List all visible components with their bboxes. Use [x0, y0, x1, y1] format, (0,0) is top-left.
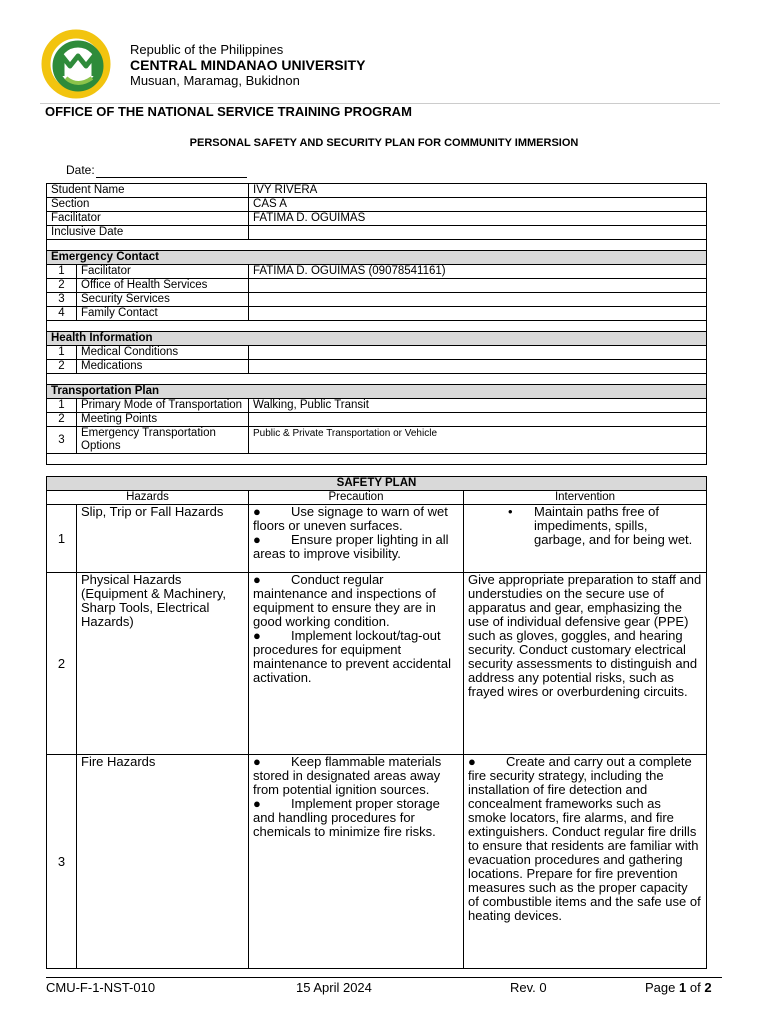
table-row	[47, 293, 707, 307]
table-row	[47, 212, 707, 226]
spacer-row	[47, 240, 707, 251]
field-label: Emergency Transportation Options	[77, 427, 249, 454]
table-row	[47, 505, 707, 573]
table-row	[47, 360, 707, 374]
section-header	[47, 332, 707, 346]
field-label: Security Services	[77, 293, 249, 307]
form-code: CMU-F-1-NST-010	[46, 980, 156, 995]
col-hazards: Hazards	[47, 491, 249, 505]
table-row	[47, 427, 707, 454]
page-of: of	[689, 980, 701, 995]
revision: Rev. 0	[510, 980, 547, 995]
field-label: Family Contact	[77, 307, 249, 321]
col-precaution: Precaution	[249, 491, 464, 505]
section-header	[47, 385, 707, 399]
bullet-icon: ●	[253, 796, 261, 811]
list-item	[253, 505, 459, 533]
field-value[interactable]	[249, 413, 707, 427]
republic-line: Republic of the Philippines	[130, 42, 284, 57]
column-headers	[47, 491, 707, 505]
row-number: 3	[47, 427, 77, 454]
field-label: Student Name	[47, 184, 249, 198]
field-label: Medications	[77, 360, 249, 374]
bullet-icon: ●	[253, 628, 261, 643]
precaution-text: Keep flammable materials stored in designated areas away from potential ignition sources.	[253, 754, 442, 797]
university-name: CENTRAL MINDANAO UNIVERSITY	[130, 57, 366, 73]
spacer-row	[47, 321, 707, 332]
emergency-contact-title: Emergency Contact	[47, 251, 707, 265]
bullet-icon: ●	[468, 754, 476, 769]
table-row	[47, 346, 707, 360]
row-number: 1	[47, 346, 77, 360]
university-address: Musuan, Maramag, Bukidnon	[130, 73, 300, 88]
document-title: PERSONAL SAFETY AND SECURITY PLAN FOR COMMUNITY IMMERSION	[189, 137, 579, 149]
field-label: Facilitator	[77, 265, 249, 279]
safety-plan-table	[46, 476, 707, 969]
field-label: Section	[47, 198, 249, 212]
list-item	[253, 629, 459, 685]
list-item	[253, 797, 459, 839]
row-number: 3	[47, 755, 77, 969]
field-value[interactable]	[249, 360, 707, 374]
row-number: 2	[47, 413, 77, 427]
precaution-text: Use signage to warn of wet floors or uneven surfaces.	[253, 504, 448, 533]
intervention-text: Maintain paths free of impediments, spills, garbage, and for being wet.	[534, 504, 693, 547]
row-number: 1	[47, 505, 77, 573]
table-row	[47, 184, 707, 198]
section-value[interactable]: CAS A	[249, 198, 707, 212]
field-value[interactable]: Walking, Public Transit	[249, 399, 707, 413]
table-row	[47, 226, 707, 240]
list-item	[253, 533, 459, 561]
footer-date: 15 April 2024	[296, 980, 372, 995]
row-number: 3	[47, 293, 77, 307]
list-item	[253, 573, 459, 629]
page-prefix: Page	[645, 980, 676, 995]
row-number: 2	[47, 573, 77, 755]
field-label: Medical Conditions	[77, 346, 249, 360]
intervention-cell	[464, 505, 707, 573]
bullet-icon: •	[508, 504, 513, 519]
table-row	[47, 755, 707, 969]
hazard-cell: Physical Hazards (Equipment & Machinery, Sharp Tools, Electrical Hazards)	[77, 573, 249, 755]
precaution-cell	[249, 505, 464, 573]
bullet-icon: ●	[253, 572, 261, 587]
section-header	[47, 251, 707, 265]
intervention-cell	[464, 755, 707, 969]
bullet-icon: ●	[253, 504, 261, 519]
list-item	[508, 504, 694, 547]
precaution-cell	[249, 755, 464, 969]
section-header	[47, 477, 707, 491]
col-intervention: Intervention	[464, 491, 707, 505]
page-total: 2	[704, 980, 712, 995]
safety-plan-title: SAFETY PLAN	[47, 477, 707, 491]
precaution-text: Implement proper storage and handling procedures for chemicals to minimize fire risks.	[253, 796, 440, 839]
field-value[interactable]	[249, 346, 707, 360]
page-indicator	[645, 980, 712, 995]
date-label: Date:	[66, 163, 95, 177]
field-value[interactable]	[249, 279, 707, 293]
table-row	[47, 399, 707, 413]
transportation-plan-title: Transportation Plan	[47, 385, 707, 399]
intervention-text: Create and carry out a complete fire security strategy, including the installation of fire detection and concealment frameworks such as smoke locators, fire alarms, and fire extinguishers. Conduct regular fire drills to ensure that residents are familiar with evacuation procedures and gathering locations. Prepare for fire prevention measures such as the proper capacity of combustible items and the safe use of heating devices.	[468, 754, 701, 923]
table-row	[47, 413, 707, 427]
hazard-cell: Slip, Trip or Fall Hazards	[77, 505, 249, 573]
field-label: Primary Mode of Transportation	[77, 399, 249, 413]
table-row	[47, 573, 707, 755]
hazard-cell: Fire Hazards	[77, 755, 249, 969]
precaution-cell	[249, 573, 464, 755]
bullet-icon: ●	[253, 754, 261, 769]
field-value[interactable]: Public & Private Transportation or Vehicle	[249, 427, 707, 454]
inclusive-date-value[interactable]	[249, 226, 707, 240]
row-number: 2	[47, 279, 77, 293]
precaution-text: Implement lockout/tag-out procedures for equipment maintenance to prevent accidental activation.	[253, 628, 452, 685]
precaution-text: Ensure proper lighting in all areas to improve visibility.	[253, 532, 449, 561]
row-number: 1	[47, 265, 77, 279]
footer-divider	[46, 977, 722, 978]
office-title: OFFICE OF THE NATIONAL SERVICE TRAINING PROGRAM	[45, 104, 412, 119]
field-value[interactable]: FATIMA D. OGUIMAS (09078541161)	[249, 265, 707, 279]
university-logo-icon	[40, 28, 126, 100]
field-value[interactable]	[249, 307, 707, 321]
field-label: Inclusive Date	[47, 226, 249, 240]
date-field-line[interactable]	[96, 177, 247, 178]
bullet-icon: ●	[253, 532, 261, 547]
spacer-row	[47, 454, 707, 465]
table-row	[47, 279, 707, 293]
intervention-cell: Give appropriate preparation to staff and understudies on the secure use of apparatus and gear, emphasizing the use of individual defensive gear (PPE) such as gloves, goggles, and hearing security. Conduct customary electrical security assessments to distinguish and address any potential risks, such as frayed wires or overburdening circuits.	[464, 573, 707, 755]
row-number: 1	[47, 399, 77, 413]
row-number: 2	[47, 360, 77, 374]
field-value[interactable]	[249, 293, 707, 307]
page-number: 1	[679, 980, 687, 995]
field-label: Office of Health Services	[77, 279, 249, 293]
table-row	[47, 198, 707, 212]
field-label: Meeting Points	[77, 413, 249, 427]
info-table	[46, 183, 707, 465]
student-name-value[interactable]: IVY RIVERA	[249, 184, 707, 198]
spacer-row	[47, 374, 707, 385]
facilitator-value[interactable]: FATIMA D. OGUIMAS	[249, 212, 707, 226]
list-item	[253, 755, 459, 797]
precaution-text: Conduct regular maintenance and inspections of equipment to ensure they are in good working condition.	[253, 572, 436, 629]
health-information-title: Health Information	[47, 332, 707, 346]
row-number: 4	[47, 307, 77, 321]
field-label: Facilitator	[47, 212, 249, 226]
table-row	[47, 307, 707, 321]
table-row	[47, 265, 707, 279]
